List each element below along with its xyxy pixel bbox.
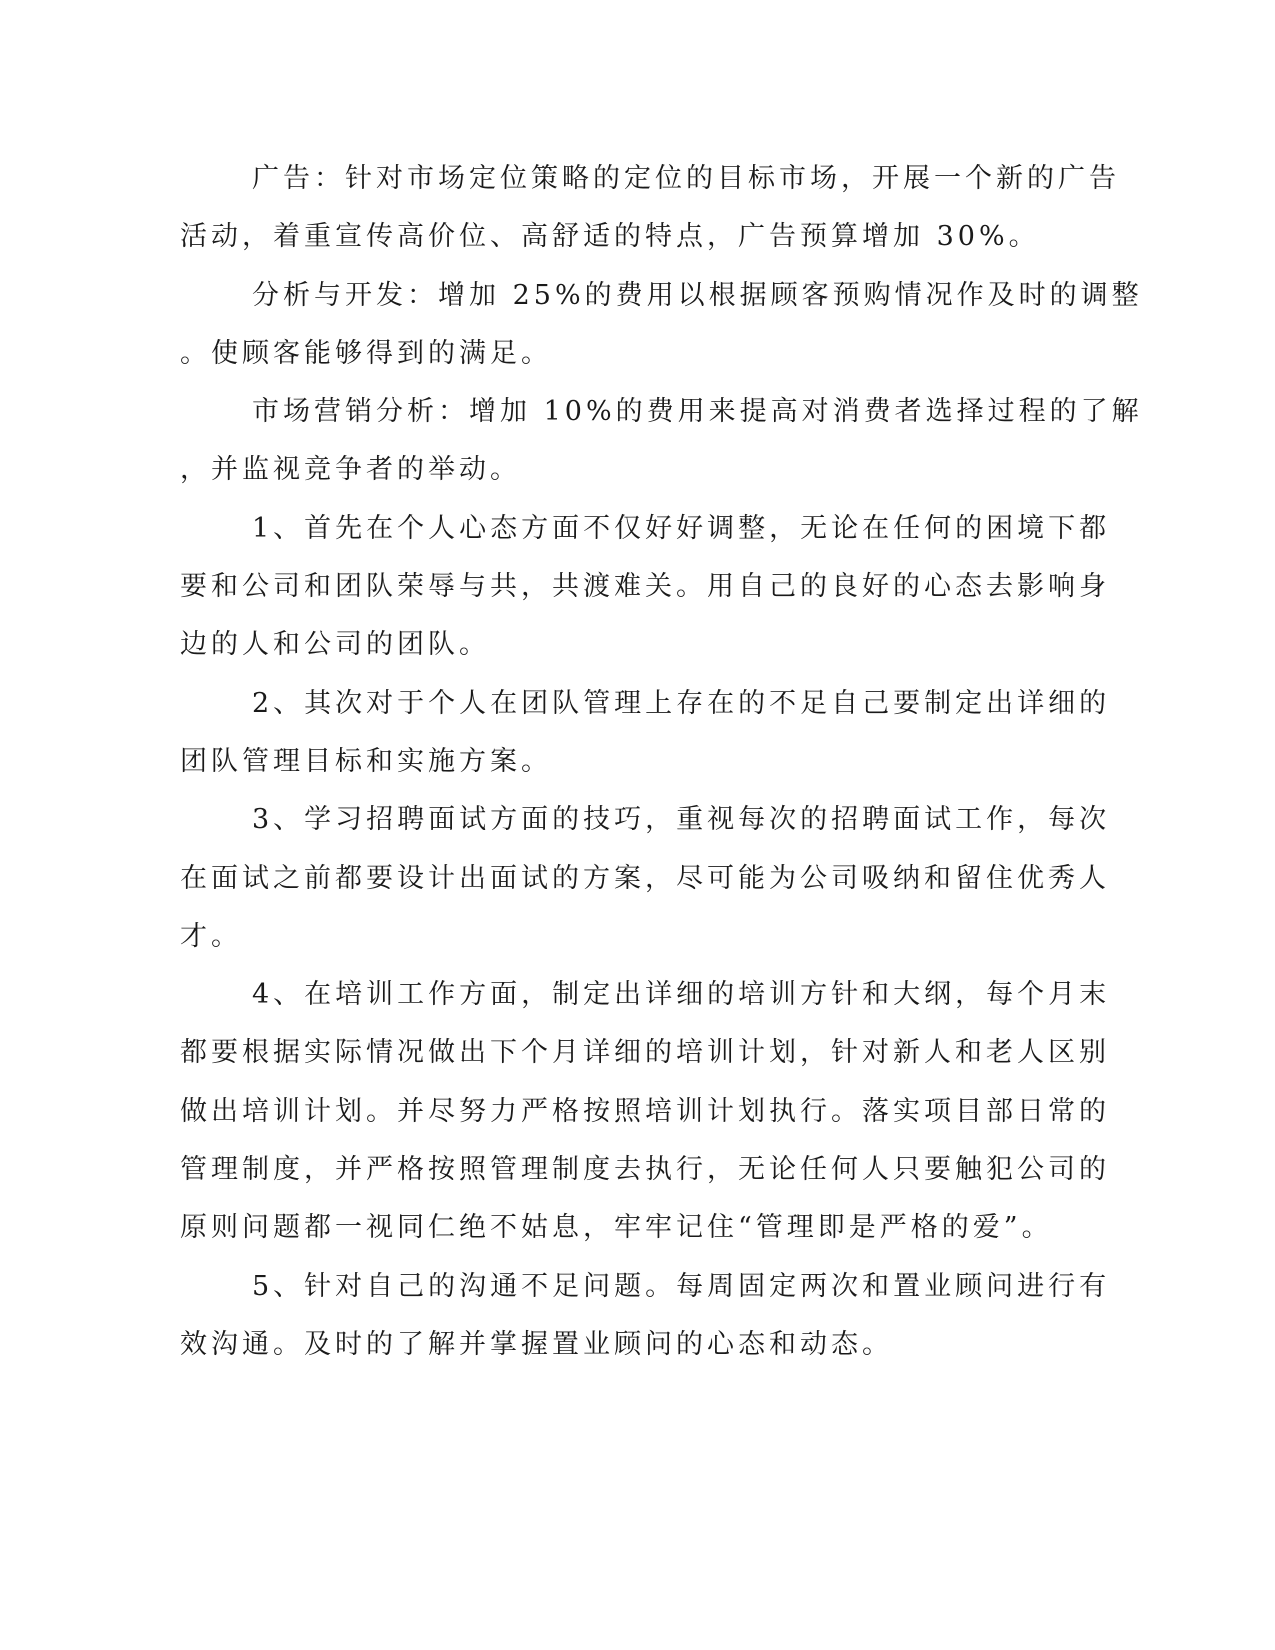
text-line: 才。 xyxy=(180,920,242,952)
paragraph-analysis-development xyxy=(180,267,1143,384)
text-line: ，并监视竞争者的举动。 xyxy=(180,454,521,486)
paragraph-item-3 xyxy=(180,791,1111,966)
paragraph-item-2 xyxy=(180,675,1111,792)
text-line: 1、首先在个人心态方面不仅好好调整，无论在任何的困境下都 xyxy=(252,512,1111,544)
text-line: 2、其次对于个人在团队管理上存在的不足自己要制定出详细的 xyxy=(252,687,1111,719)
text-line: 管理制度，并严格按照管理制度去执行，无论任何人只要触犯公司的 xyxy=(180,1154,1110,1186)
paragraph-marketing-analysis xyxy=(180,383,1143,500)
text-line: 3、学习招聘面试方面的技巧，重视每次的招聘面试工作，每次 xyxy=(252,804,1111,836)
text-line: 在面试之前都要设计出面试的方案，尽可能为公司吸纳和留住优秀人 xyxy=(180,862,1110,894)
text-line: 4、在培训工作方面，制定出详细的培训方针和大纲，每个月末 xyxy=(252,979,1111,1011)
document-body xyxy=(180,150,1143,1374)
text-line: 市场营销分析：增加 10%的费用来提高对消费者选择过程的了解 xyxy=(252,396,1143,428)
paragraph-item-4 xyxy=(180,966,1111,1257)
text-line: 都要根据实际情况做出下个月详细的培训计划，针对新人和老人区别 xyxy=(180,1037,1110,1069)
text-line: 分析与开发：增加 25%的费用以根据顾客预购情况作及时的调整 xyxy=(252,279,1143,311)
paragraph-item-1 xyxy=(180,500,1111,675)
text-line: 团队管理目标和实施方案。 xyxy=(180,745,552,777)
text-line: 效沟通。及时的了解并掌握置业顾问的心态和动态。 xyxy=(180,1328,893,1360)
text-line: 边的人和公司的团队。 xyxy=(180,629,490,661)
text-line: 做出培训计划。并尽努力严格按照培训计划执行。落实项目部日常的 xyxy=(180,1095,1110,1127)
text-line: 5、针对自己的沟通不足问题。每周固定两次和置业顾问进行有 xyxy=(252,1270,1111,1302)
paragraph-item-5 xyxy=(180,1258,1111,1375)
text-line: 。使顾客能够得到的满足。 xyxy=(180,337,552,369)
text-line: 广告：针对市场定位策略的定位的目标市场，开展一个新的广告 xyxy=(252,163,1120,194)
text-line: 要和公司和团队荣辱与共，共渡难关。用自己的良好的心态去影响身 xyxy=(180,571,1110,603)
text-line: 活动，着重宣传高价位、高舒适的特点，广告预算增加 30%。 xyxy=(180,221,1040,253)
text-line: 原则问题都一视同仁绝不姑息，牢牢记住“管理即是严格的爱”。 xyxy=(180,1212,1053,1244)
paragraph-advertising xyxy=(180,150,1120,267)
